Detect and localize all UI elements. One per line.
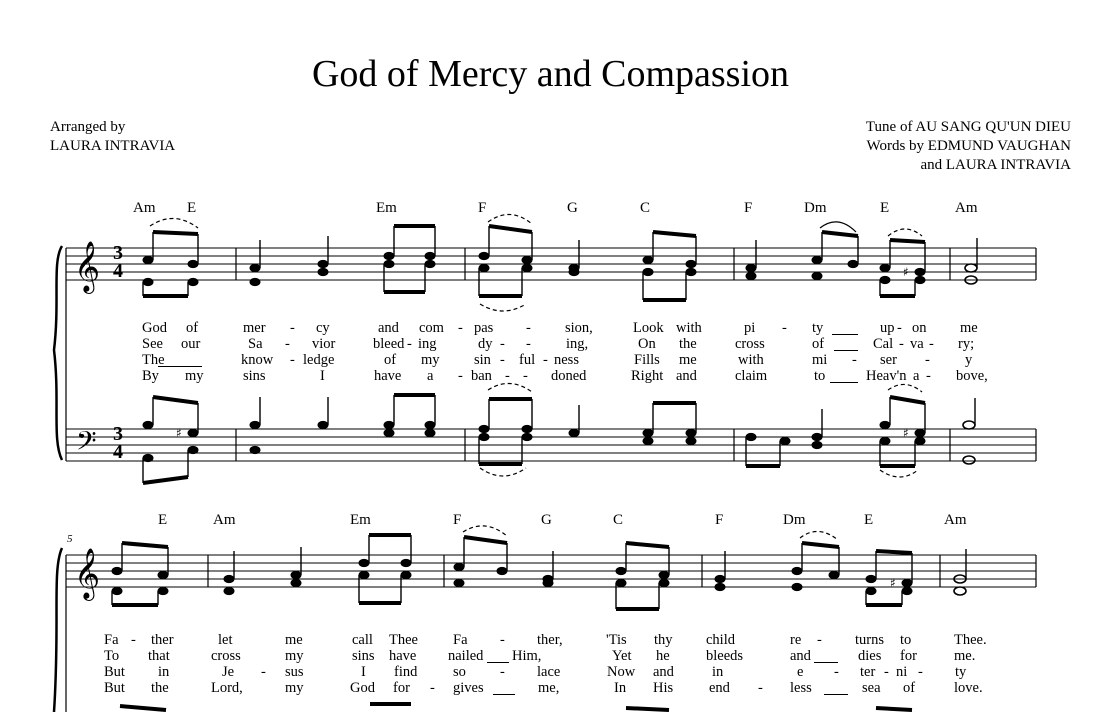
lyric-syllable: - [526, 336, 531, 352]
lyric-syllable: - [929, 336, 934, 352]
measure-number: 5 [67, 533, 73, 545]
lyric-syllable: Lord, [211, 680, 243, 696]
lyric-syllable: sins [243, 368, 266, 384]
lyric-syllable: sion, [565, 320, 593, 336]
lyric-syllable: On [638, 336, 656, 352]
lyric-syllable: so [453, 664, 466, 680]
lyric-syllable: - [290, 352, 295, 368]
lyric-syllable: Je [222, 664, 235, 680]
lyric-syllable: ing [418, 336, 437, 352]
lyric-syllable: on [912, 320, 927, 336]
lyric-syllable: ty [955, 664, 967, 680]
lyric-syllable: with [738, 352, 764, 368]
arranger-label: Arranged by [50, 119, 126, 135]
lyric-syllable: - [899, 336, 904, 352]
lyric-syllable: my [285, 648, 304, 664]
time-sig-top-bass: 3 [113, 423, 123, 445]
lyric-syllable: our [181, 336, 201, 352]
lyric-syllable: bleed [373, 336, 405, 352]
lyric-syllable: sin [474, 352, 491, 368]
chord-symbol: E [158, 512, 168, 528]
lyric-syllable: and [790, 648, 811, 664]
lyric-syllable: Now [607, 664, 636, 680]
time-sig-bottom-bass: 4 [113, 441, 123, 463]
lyric-extender [814, 662, 838, 663]
lyric-syllable: ness [554, 352, 579, 368]
lyric-syllable: - [852, 352, 857, 368]
lyric-syllable: for [393, 680, 410, 696]
lyric-syllable: dy [478, 336, 493, 352]
lyric-syllable: - [500, 632, 505, 648]
time-sig-bottom-treble: 4 [113, 260, 123, 282]
lyric-syllable: ledge [303, 352, 335, 368]
chord-symbol: F [453, 512, 462, 528]
chord-symbol: Em [376, 200, 397, 216]
slurs-bass-1 [480, 383, 922, 477]
lyric-syllable: and [676, 368, 697, 384]
lyric-syllable: The [142, 352, 165, 368]
lyric-syllable: up [880, 320, 895, 336]
lyric-syllable: vior [312, 336, 336, 352]
lyric-syllable: But [104, 664, 125, 680]
lyric-syllable: child [706, 632, 735, 648]
lyric-syllable: - [918, 664, 923, 680]
chord-symbol: F [744, 200, 753, 216]
lyric-syllable: cy [316, 320, 330, 336]
lyric-syllable: with [676, 320, 702, 336]
lyric-syllable: find [394, 664, 418, 680]
lyric-syllable: turns [855, 632, 884, 648]
lyric-syllable: let [218, 632, 233, 648]
lyric-syllable: mi [812, 352, 828, 368]
lyric-syllable: and [378, 320, 399, 336]
sharp-icon: ♯ [176, 426, 182, 440]
treble-notes-1 [143, 226, 977, 300]
lyric-extender [158, 366, 202, 367]
treble-clef-icon: 𝄞 [74, 241, 101, 292]
lyric-syllable: ther [151, 632, 174, 648]
chord-symbol: Am [944, 512, 967, 528]
sharp-icon: ♯ [903, 426, 909, 440]
lyric-extender [832, 334, 858, 335]
lyric-syllable: - [926, 368, 931, 384]
lyric-extender [830, 382, 858, 383]
lyric-syllable: doned [551, 368, 587, 384]
lyric-syllable: the [679, 336, 697, 352]
lyric-extender [834, 350, 858, 351]
grand-staff-brace-2 [54, 548, 62, 712]
slurs-2 [463, 526, 838, 540]
lyric-syllable: of [812, 336, 825, 352]
lyric-syllable: But [104, 680, 125, 696]
lyric-syllable: - [758, 680, 763, 696]
lyric-syllable: that [148, 648, 170, 664]
lyric-syllable: Fills [634, 352, 660, 368]
lyric-syllable: sins [352, 648, 375, 664]
lyric-syllable: Heav'n [866, 368, 907, 384]
lyric-syllable: a [913, 368, 920, 384]
lyric-syllable: - [290, 320, 295, 336]
lyric-syllable: Him, [512, 648, 542, 664]
chord-symbol: G [541, 512, 552, 528]
lyric-syllable: Yet [612, 648, 632, 664]
lyric-syllable: in [158, 664, 170, 680]
lyric-syllable: my [285, 680, 304, 696]
lyric-syllable: His [653, 680, 674, 696]
grand-staff-brace [54, 246, 62, 460]
chord-symbol: Dm [783, 512, 806, 528]
lyric-syllable: - [407, 336, 412, 352]
lyric-syllable: - [523, 368, 528, 384]
lyric-syllable: - [526, 320, 531, 336]
lyric-extender [487, 662, 509, 663]
lyric-syllable: ther, [537, 632, 563, 648]
chord-symbol: Am [133, 200, 156, 216]
lyric-syllable: ni [896, 664, 908, 680]
lyric-syllable: - [543, 352, 548, 368]
lyric-syllable: In [614, 680, 627, 696]
lyric-syllable: me [285, 632, 303, 648]
lyric-syllable: bove, [956, 368, 988, 384]
lyric-syllable: me, [538, 680, 560, 696]
lyric-syllable: - [458, 368, 463, 384]
lyric-syllable: By [142, 368, 159, 384]
chord-symbol: F [478, 200, 487, 216]
lyric-syllable: call [352, 632, 373, 648]
lyric-syllable: Thee. [954, 632, 987, 648]
lyric-syllable: to [900, 632, 912, 648]
chord-symbol: Am [213, 512, 236, 528]
lyric-syllable: ful [519, 352, 536, 368]
time-sig-top-treble: 3 [113, 242, 123, 264]
chord-symbol: C [640, 200, 651, 216]
page-title: God of Mercy and Compassion [311, 53, 790, 95]
sharp-icon: ♯ [903, 265, 909, 279]
lyric-syllable: - [834, 664, 839, 680]
lyric-syllable: he [656, 648, 670, 664]
chord-symbol: F [715, 512, 724, 528]
words-credit-cont: and LAURA INTRAVIA [920, 157, 1071, 173]
lyric-syllable: - [131, 632, 136, 648]
lyric-syllable: - [897, 320, 902, 336]
lyric-syllable: I [320, 368, 325, 384]
chord-symbol: Dm [804, 200, 827, 216]
chord-symbol: E [864, 512, 874, 528]
chord-symbol: E [187, 200, 197, 216]
lyric-syllable: cross [211, 648, 241, 664]
lyric-syllable: the [151, 680, 169, 696]
lyric-extender [493, 694, 515, 695]
lyric-syllable: va [910, 336, 924, 352]
chord-symbol: Am [955, 200, 978, 216]
lyric-syllable: - [430, 680, 435, 696]
lyric-syllable: have [374, 368, 402, 384]
words-credit: Words by EDMUND VAUGHAN [866, 138, 1071, 154]
bass-clef-icon: 𝄢 [76, 425, 97, 463]
lyric-syllable: Fa [453, 632, 468, 648]
lyric-syllable: less [790, 680, 812, 696]
lyric-syllable: Right [631, 368, 664, 384]
lyric-syllable: love. [954, 680, 983, 696]
lyric-syllable: Look [633, 320, 664, 336]
lyric-syllable: gives [453, 680, 484, 696]
lyric-syllable: of [384, 352, 397, 368]
lyric-syllable: - [285, 336, 290, 352]
lyric-syllable: God [350, 680, 375, 696]
lyric-syllable: lace [537, 664, 561, 680]
arranger-name: LAURA INTRAVIA [50, 138, 176, 154]
lyric-syllable: thy [654, 632, 673, 648]
lyric-syllable: - [925, 352, 930, 368]
lyric-syllable: ty [812, 320, 824, 336]
treble-clef-icon: 𝄞 [74, 548, 101, 599]
lyric-syllable: me [960, 320, 978, 336]
lyric-syllable: - [500, 664, 505, 680]
lyric-syllable: pi [744, 320, 756, 336]
tune-credit: Tune of AU SANG QU'UN DIEU [865, 119, 1071, 135]
lyric-syllable: Cal [873, 336, 894, 352]
lyric-syllable: - [505, 368, 510, 384]
lyric-syllable: claim [735, 368, 768, 384]
lyric-syllable: of [186, 320, 199, 336]
lyric-syllable: bleeds [706, 648, 744, 664]
lyric-syllable: - [500, 336, 505, 352]
lyric-syllable: to [814, 368, 826, 384]
lyric-syllable: I [361, 664, 366, 680]
lyric-syllable: nailed [448, 648, 484, 664]
lyric-syllable: for [900, 648, 917, 664]
lyric-syllable: com [419, 320, 444, 336]
lyric-syllable: - [261, 664, 266, 680]
lyric-syllable: end [709, 680, 730, 696]
lyric-syllable: - [458, 320, 463, 336]
chord-symbol: E [880, 200, 890, 216]
lyric-syllable: - [817, 632, 822, 648]
lyric-syllable: See [142, 336, 163, 352]
lyric-syllable: sea [862, 680, 881, 696]
lyric-extender [824, 694, 848, 695]
lyric-syllable: - [782, 320, 787, 336]
lyric-syllable: - [884, 664, 889, 680]
lyric-syllable: me. [954, 648, 976, 664]
lyric-syllable: ing, [566, 336, 589, 352]
chord-symbol: C [613, 512, 624, 528]
lyric-syllable: sus [285, 664, 304, 680]
chord-symbol: G [567, 200, 578, 216]
lyric-syllable: know [241, 352, 274, 368]
lyric-syllable: - [500, 352, 505, 368]
lyric-syllable: mer [243, 320, 266, 336]
bass-notes-1 [143, 395, 975, 483]
lyric-syllable: of [903, 680, 916, 696]
lyric-syllable: Fa [104, 632, 119, 648]
lyric-syllable: a [427, 368, 434, 384]
chord-symbol: Em [350, 512, 371, 528]
slurs-1 [150, 214, 922, 311]
lyric-syllable: pas [474, 320, 494, 336]
lyric-syllable: e [797, 664, 804, 680]
lyric-syllable: y [965, 352, 973, 368]
lyric-syllable: dies [858, 648, 882, 664]
lyric-syllable: my [185, 368, 204, 384]
lyric-syllable: God [142, 320, 167, 336]
treble-notes-2 [112, 535, 966, 609]
lyric-syllable: ban [471, 368, 492, 384]
lyric-syllable: ter [860, 664, 876, 680]
lyric-syllable: and [653, 664, 674, 680]
lyric-syllable: me [679, 352, 697, 368]
lyric-syllable: To [104, 648, 120, 664]
bass-staff-1 [66, 429, 1036, 461]
lyric-syllable: have [389, 648, 417, 664]
lyric-syllable: 'Tis [606, 632, 627, 648]
lyric-syllable: cross [735, 336, 765, 352]
lyric-syllable: Sa [248, 336, 263, 352]
lyric-syllable: Thee [389, 632, 418, 648]
sharp-icon: ♯ [890, 576, 896, 590]
lyric-syllable: ser [880, 352, 897, 368]
lyric-syllable: my [421, 352, 440, 368]
lyric-syllable: re [790, 632, 802, 648]
bass-staff-2-partial [120, 704, 912, 710]
lyric-syllable: in [712, 664, 724, 680]
lyric-syllable: ry; [958, 336, 975, 352]
